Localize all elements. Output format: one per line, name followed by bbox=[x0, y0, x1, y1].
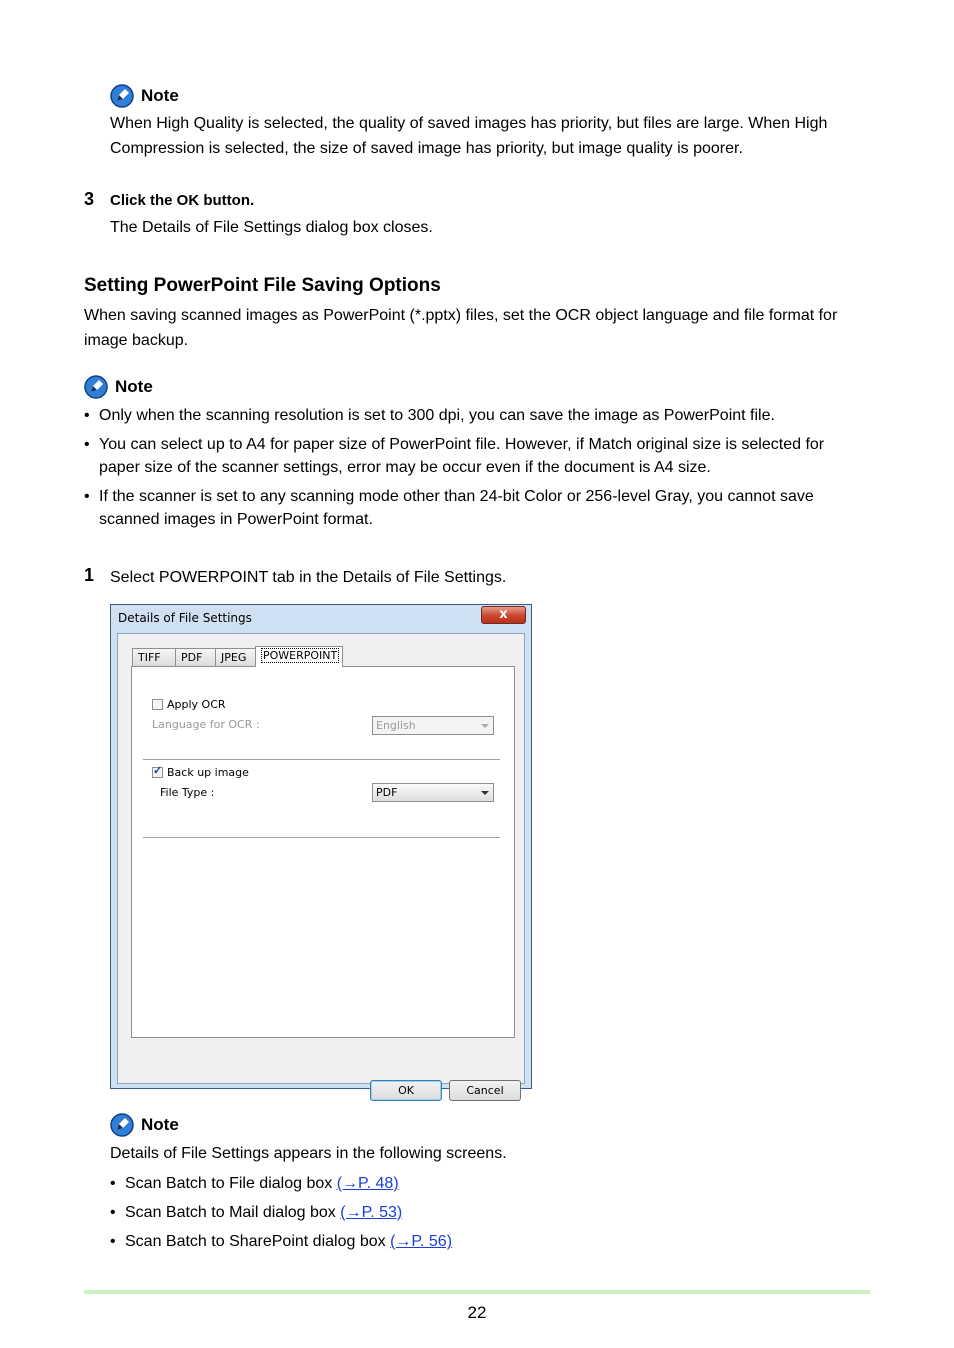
page-link[interactable]: (→P. 48) bbox=[336, 1175, 399, 1192]
close-button[interactable] bbox=[481, 606, 526, 624]
dialog-body bbox=[117, 633, 525, 1097]
chevron-down-icon bbox=[481, 724, 489, 728]
ok-button[interactable]: OK bbox=[370, 1080, 442, 1101]
section-text: When saving scanned images as PowerPoint (*.pptx) files, set the OCR object language and file format for bbox=[84, 307, 838, 324]
section-title: Setting PowerPoint File Saving Options bbox=[84, 275, 441, 296]
language-select[interactable]: English bbox=[372, 716, 494, 735]
backup-image-checkbox[interactable] bbox=[152, 767, 163, 778]
list-item: • Scan Batch to SharePoint dialog box (→P. 56) bbox=[110, 1233, 453, 1250]
step-number: 3 bbox=[84, 189, 95, 209]
section-text: image backup. bbox=[84, 332, 189, 349]
tab-tiff[interactable]: TIFF bbox=[132, 648, 176, 666]
note-heading: Note bbox=[110, 84, 179, 108]
details-dialog bbox=[110, 604, 532, 1097]
divider bbox=[143, 759, 500, 760]
note-heading: Note bbox=[84, 375, 153, 399]
apply-ocr-label: Apply OCR bbox=[167, 698, 226, 711]
note-text: Details of File Settings appears in the following screens. bbox=[110, 1145, 507, 1162]
close-icon: x bbox=[499, 607, 508, 622]
page-number: 22 bbox=[467, 1303, 487, 1322]
step-number: 1 bbox=[84, 565, 95, 585]
note-text: Compression is selected, the size of saved image has priority, but image quality is poorer. bbox=[110, 140, 743, 157]
list-item: • Only when the scanning resolution is set to 300 dpi, you can save the image as PowerPoint file. bbox=[84, 407, 775, 424]
step-description: The Details of File Settings dialog box closes. bbox=[110, 219, 433, 236]
step-text: Select POWERPOINT tab in the Details of File Settings. bbox=[110, 569, 507, 586]
tab-powerpoint[interactable]: POWERPOINT bbox=[255, 646, 343, 667]
note-icon bbox=[110, 1113, 134, 1137]
divider bbox=[143, 837, 500, 838]
file-type-select[interactable]: PDF bbox=[372, 783, 494, 802]
language-label: Language for OCR : bbox=[152, 718, 260, 731]
apply-ocr-checkbox[interactable] bbox=[152, 699, 163, 710]
list-item: • Scan Batch to Mail dialog box (→P. 53) bbox=[110, 1204, 403, 1221]
tab-pdf[interactable]: PDF bbox=[175, 648, 216, 666]
list-item: • Scan Batch to File dialog box (→P. 48) bbox=[110, 1175, 399, 1192]
step-title: Click the OK button. bbox=[110, 192, 255, 209]
tab-panel bbox=[131, 666, 515, 1038]
page-link[interactable]: (→P. 53) bbox=[340, 1204, 403, 1221]
cancel-button[interactable]: Cancel bbox=[449, 1080, 521, 1101]
chevron-down-icon bbox=[481, 791, 489, 795]
list-item: • If the scanner is set to any scanning mode other than 24-bit Color or 256-level Gray, you cannot save scanned images in PowerPoint format. bbox=[84, 488, 814, 528]
note-icon bbox=[110, 84, 134, 108]
list-item: • You can select up to A4 for paper size of PowerPoint file. However, if Match original size is selected for paper size of the scanner settings, error may be occur even if the document is A4 size. bbox=[84, 436, 825, 476]
note-icon bbox=[84, 375, 108, 399]
footer-divider bbox=[84, 1290, 870, 1294]
tab-jpeg[interactable]: JPEG bbox=[215, 648, 256, 666]
note-text: When High Quality is selected, the quality of saved images has priority, but files are large. When High bbox=[110, 115, 828, 132]
page-link[interactable]: (→P. 56) bbox=[390, 1233, 453, 1250]
note-heading: Note bbox=[110, 1113, 179, 1137]
backup-image-label: Back up image bbox=[167, 766, 249, 779]
file-type-label: File Type : bbox=[160, 786, 215, 799]
dialog-title: Details of File Settings bbox=[118, 611, 252, 625]
